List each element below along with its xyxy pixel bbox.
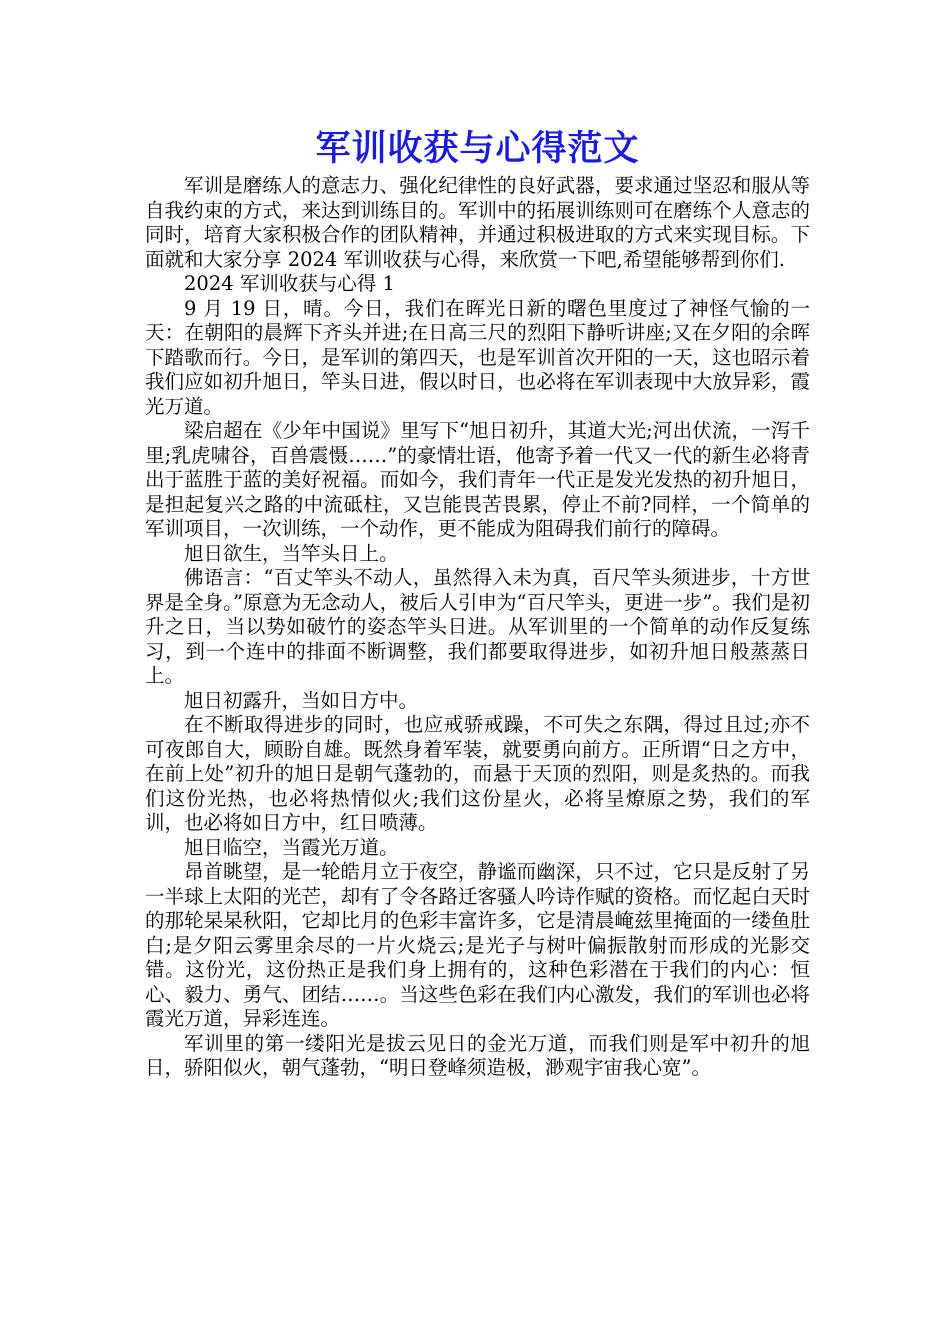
body-paragraph: 昂首眺望，是一轮皓月立于夜空，静谧而幽深，只不过，它只是反射了另一半球上太阳的光芒，却有了令各路迁客骚人吟诗作赋的资格。而忆起白天时的那轮杲杲秋阳，它却比月的色彩丰富许多，它是清晨崦兹里掩面的一缕鱼肚白;是夕阳云雾里余尽的一片火烧云;是光子与树叶偏振散射而形成的光影交错。这份光，这份热正是我们身上拥有的，这种色彩潜在于我们的内心：恒心、毅力、勇气、团结……。当这些色彩在我们内心激发，我们的军训也必将霞光万道，异彩连连。	[145, 860, 810, 1030]
section-heading: 2024 军训收获与心得 1	[184, 272, 395, 295]
subheading-line: 旭日临空，当霞光万道。	[184, 835, 399, 859]
document-body	[145, 124, 810, 1081]
subheading-line: 旭日初露升，当如日方中。	[184, 688, 419, 712]
body-paragraph: 佛语言：“百丈竿头不动人，虽然得入未为真，百尺竿头须进步，十方世界是全身。”原意为无念动人，被后人引申为“百尺竿头，更进一步”。我们是初升之日，当以势如破竹的姿态竿头日进。从军训里的一个简单的动作反复练习，到一个连中的排面不断调整，我们都要取得进步，如初升旭日般蒸蒸日上。	[145, 566, 810, 687]
body-paragraph: 梁启超在《少年中国说》里写下“旭日初升，其道大光;河出伏流，一泻千里;乳虎啸谷，百兽震慑……”的豪情壮语，他寄予着一代又一代的新生必将青出于蓝胜于蓝的美好祝福。而如今，我们青年一代正是发光发热的初升旭日，是担起复兴之路的中流砥柱，又岂能畏苦畏累，停止不前?同样，一个简单的军训项目，一次训练，一个动作，更不能成为阻碍我们前行的障碍。	[145, 419, 810, 540]
body-paragraph: 军训里的第一缕阳光是拔云见日的金光万道，而我们则是军中初升的旭日，骄阳似火，朝气蓬勃，“明日登峰须造极，渺观宇宙我心宽”。	[145, 1031, 810, 1079]
body-paragraph: 在不断取得进步的同时，也应戒骄戒躁，不可失之东隅，得过且过;亦不可夜郎自大，顾盼自雄。既然身着军装，就要勇向前方。正所谓“日之方中，在前上处”初升的旭日是朝气蓬勃的，而悬于天顶的烈阳，则是炙热的。而我们这份光热，也必将热情似火;我们这份星火，必将呈燎原之势，我们的军训，也必将如日方中，红日喷薄。	[145, 713, 810, 834]
document-title: 军训收获与心得范文	[315, 128, 640, 169]
body-paragraph: 9 月 19 日，晴。今日，我们在晖光日新的曙色里度过了神怪气愉的一天：在朝阳的晨辉下齐头并进;在日高三尺的烈阳下静听讲座;又在夕阳的余晖下踏歌而行。今日，是军训的第四天，也是军训首次开阳的一天，这也昭示着我们应如初升旭日，竿头日进，假以时日，也必将在军训表现中大放异彩，霞光万道。	[145, 296, 810, 418]
intro-paragraph: 军训是磨练人的意志力、强化纪律性的良好武器，要求通过坚忍和服从等自我约束的方式，来达到训练目的。军训中的拓展训练则可在磨练个人意志的同时，培育大家积极合作的团队精神，并通过积极进取的方式来实现目标。下面就和大家分享 2024 军训收获与心得，来欣赏一下吧,希望能够帮到你们.	[145, 174, 810, 271]
subheading-line: 旭日欲生，当竿头日上。	[184, 541, 399, 565]
